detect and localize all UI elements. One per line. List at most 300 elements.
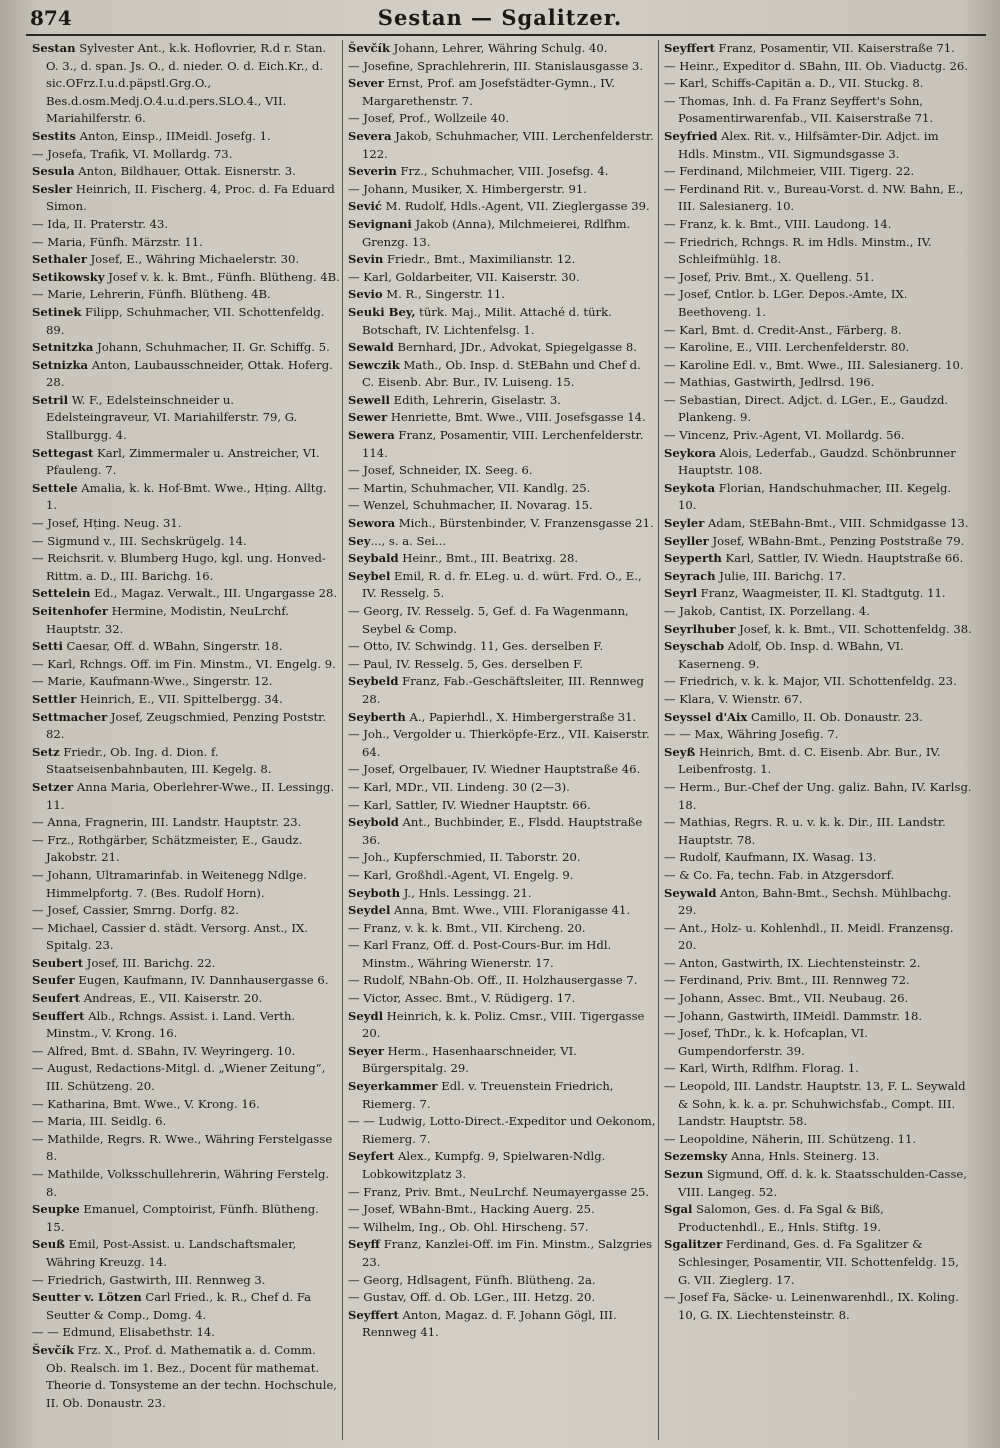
entry-text: Franz, Posamentir, VII. Kaiserstraße 71. [714, 41, 955, 55]
directory-entry [664, 1078, 972, 1131]
entry-name: Seufer [32, 973, 75, 988]
entry-name: Setikowsky [32, 269, 105, 284]
entry-text: — Georg, Hdlsagent, Fünfh. Blütheng. 2a. [348, 1272, 596, 1287]
entry-text: Karl, Zimmermaler u. Anstreicher, VI. Pfauleng. 7. [46, 445, 320, 478]
directory-entry [348, 392, 656, 410]
directory-entry [348, 357, 656, 392]
entry-text: M. R., Singerstr. 11. [382, 287, 505, 302]
entry-text: Andreas, E., VII. Kaiserstr. 20. [80, 991, 263, 1006]
directory-entry [32, 1236, 340, 1271]
directory-entry [348, 1184, 656, 1202]
entry-text: Anton, Bildhauer, Ottak. Eisnerstr. 3. [74, 164, 296, 179]
entry-text: — Victor, Assec. Bmt., V. Rüdigerg. 17. [348, 991, 576, 1006]
directory-entry [348, 902, 656, 920]
directory-entry [664, 339, 972, 357]
entry-text: — Wenzel, Schuhmacher, II. Novarag. 15. [348, 498, 593, 513]
directory-entry [664, 1201, 972, 1236]
directory-entry [664, 1289, 972, 1324]
entry-name: Setzer [32, 779, 74, 794]
entry-text: — Klara, V. Wienstr. 67. [664, 691, 803, 706]
directory-entry [32, 304, 340, 339]
entry-name: Seubert [32, 955, 84, 970]
entry-text: — Martin, Schuhmacher, VII. Kandlg. 25. [348, 480, 591, 495]
directory-entry [664, 849, 972, 867]
directory-entry [664, 1131, 972, 1149]
entry-text: Ernst, Prof. am Josefstädter-Gymn., IV. Margarethenstr. 7. [362, 76, 615, 108]
entry-name: Seyboth [348, 885, 401, 900]
directory-entry [348, 550, 656, 568]
entry-name: Seykora [664, 445, 716, 460]
entry-text: — Karl, Großhdl.-Agent, VI. Engelg. 9. [348, 867, 574, 882]
entry-name: Sethaler [32, 252, 87, 267]
entry-name: Sewora [348, 516, 396, 531]
entry-name: Sezemsky [664, 1149, 728, 1164]
entry-text: — Karoline, E., VIII. Lerchenfelderstr. 80. [664, 340, 910, 355]
entry-text: — Michael, Cassier d. städt. Versorg. Anst., IX. Spitalg. 23. [32, 920, 308, 953]
entry-text: Alex., Kumpfg. 9, Spielwaren-Ndlg. Lobkowitzplatz 3. [362, 1149, 606, 1181]
entry-text: — Josef, Orgelbauer, IV. Wiedner Hauptstraße 46. [348, 762, 641, 777]
entry-text: — Paul, IV. Resselg. 5, Ges. derselben F. [348, 656, 584, 671]
directory-entry [348, 40, 656, 58]
entry-name: Seyrach [664, 568, 716, 583]
entry-name: Sevio [348, 287, 383, 302]
entry-text: Alb., Rchngs. Assist. i. Land. Verth. Minstm., V. Krong. 16. [46, 1008, 296, 1041]
directory-entry [348, 779, 656, 797]
directory-entry [32, 814, 340, 832]
entry-text: — Frz., Rothgärber, Schätzmeister, E., Gaudz. Jakobstr. 21. [32, 832, 303, 865]
directory-entry [32, 1008, 340, 1043]
entry-text: — Mathilde, Regrs. R. Wwe., Währing Ferstelgasse 8. [32, 1131, 333, 1164]
entry-text: Mich., Bürstenbinder, V. Franzensgasse 21. [395, 516, 654, 531]
directory-entry [348, 110, 656, 128]
header-rule [26, 34, 986, 36]
directory-entry [664, 621, 972, 639]
entry-text: Camillo, II. Ob. Donaustr. 23. [747, 709, 923, 724]
directory-entry [348, 726, 656, 761]
entry-name: Severa [348, 128, 392, 143]
directory-entry [32, 673, 340, 691]
directory-entry [664, 216, 972, 234]
entry-text: — Marie, Lehrerin, Fünfh. Blütheng. 4B. [32, 287, 271, 302]
entry-text: — Karl Franz, Off. d. Post-Cours-Bur. im Hdl. Minstm., Währing Wienerstr. 17. [348, 938, 612, 970]
directory-entry [348, 603, 656, 638]
entry-name: Seyß [664, 744, 696, 759]
directory-entry [348, 462, 656, 480]
directory-entry [32, 445, 340, 480]
entry-text: — Heinr., Expeditor d. SBahn, III. Ob. Viaductg. 26. [664, 58, 968, 73]
entry-name: Seyssel d'Aix [664, 709, 748, 724]
directory-entry [664, 181, 972, 216]
entry-name: Seydel [348, 903, 391, 918]
entry-text: Frz. X., Prof. d. Mathematik a. d. Comm. Ob. Realsch. im 1. Bez., Docent für mathemat. Theorie d. Tonsysteme an der techn. Hochschule, II. Ob. Donaustr. 23. [46, 1342, 337, 1410]
entry-text: — Friedrich, Rchngs. R. im Hdls. Minstm., IV. Schleifmühlg. 18. [664, 234, 932, 267]
entry-text: — Friedrich, Gastwirth, III. Rennweg 3. [32, 1272, 266, 1287]
entry-text: M. Rudolf, Hdls.-Agent, VII. Zieglergasse 39. [381, 199, 650, 214]
directory-entry [664, 374, 972, 392]
directory-entry [664, 1060, 972, 1078]
directory-entry [32, 480, 340, 515]
entry-text: Alois, Lederfab., Gaudzd. Schönbrunner Hauptstr. 108. [678, 445, 956, 478]
entry-text: Frz., Schuhmacher, VIII. Josefsg. 4. [396, 164, 609, 179]
entry-text: Filipp, Schuhmacher, VII. Schottenfeldg. 89. [46, 304, 325, 337]
entry-text: Ferdinand, Ges. d. Fa Sgalitzer & Schlesinger, Posamentir, VII. Schottenfeldg. 15, G. VII. Zieglerg. 17. [678, 1237, 959, 1287]
entry-name: Seyperth [664, 551, 722, 566]
directory-entry [348, 409, 656, 427]
entry-text: — Ferdinand, Priv. Bmt., III. Rennweg 72. [664, 973, 910, 988]
entry-text: Johann, Schuhmacher, II. Gr. Schiffg. 5. [93, 340, 330, 355]
directory-entry [32, 1113, 340, 1131]
directory-entry [348, 497, 656, 515]
entry-name: Seyerkammer [348, 1079, 438, 1094]
directory-entry [348, 867, 656, 885]
entry-text: — Karl, Wirth, Rdlfhm. Florag. 1. [664, 1061, 859, 1076]
entry-text: — Josef, Cassier, Smrng. Dorfg. 82. [32, 903, 239, 918]
entry-text: Emanuel, Comptoirist, Fünfh. Blütheng. 15. [46, 1202, 319, 1234]
entry-text: — Georg, IV. Resselg. 5, Gef. d. Fa Wagenmann, Seybel & Comp. [348, 604, 629, 636]
directory-entry [32, 709, 340, 744]
directory-entry [664, 779, 972, 814]
directory-entry [32, 515, 340, 533]
directory-entry [348, 673, 656, 708]
entry-text: — Rudolf, NBahn-Ob. Off., II. Holzhausergasse 7. [348, 973, 638, 988]
entry-text: Anton, Einsp., IIMeidl. Josefg. 1. [75, 128, 271, 143]
entry-text: Jakob (Anna), Milchmeierei, Rdlfhm. Grenzg. 13. [362, 216, 631, 249]
entry-text: Josef, k. k. Bmt., VII. Schottenfeldg. 38. [735, 621, 972, 636]
entry-text: Anton, Magaz. d. F. Johann Gögl, III. Rennweg 41. [362, 1307, 617, 1340]
entry-name: Seyrlhuber [664, 621, 736, 636]
entry-name: Seykota [664, 480, 716, 495]
entry-name: Seupke [32, 1202, 80, 1217]
entry-name: Seydl [348, 1008, 383, 1023]
entry-text: — Josefine, Sprachlehrerin, III. Stanislausgasse 3. [348, 58, 644, 73]
directory-entry [348, 972, 656, 990]
entry-name: Setril [32, 392, 69, 407]
directory-entry [664, 58, 972, 76]
entry-name: Seybeld [348, 674, 399, 689]
page-header [0, 4, 1000, 34]
entry-text: Heinrich, Bmt. d. C. Eisenb. Abr. Bur., IV. Leibenfrostg. 1. [678, 744, 941, 777]
entry-text: Adam, StEBahn-Bmt., VIII. Schmidgasse 13. [704, 516, 969, 531]
directory-entry [664, 357, 972, 375]
directory-entry [664, 1166, 972, 1201]
entry-text: — Leopold, III. Landstr. Hauptstr. 13, F. L. Seywald & Sohn, k. k. a. pr. Schuhwichsfab., Compt. III. Landstr. Hauptstr. 58. [664, 1079, 966, 1129]
directory-entry [348, 181, 656, 199]
entry-text: — Johann, Ultramarinfab. in Weitenegg Ndlge. Himmelpfortg. 7. (Bes. Rudolf Horn). [32, 867, 307, 900]
entry-text: — Josef, Priv. Bmt., X. Quelleng. 51. [664, 269, 875, 284]
entry-name: Settelein [32, 586, 91, 601]
entry-text: — Karl, Schiffs-Capitän a. D., VII. Stuckg. 8. [664, 76, 924, 91]
entry-name: Sesula [32, 164, 75, 179]
entry-text: Anna, Hnls. Steinerg. 13. [727, 1149, 880, 1164]
directory-entry [348, 638, 656, 656]
directory-entry [348, 920, 656, 938]
entry-name: Sesler [32, 181, 73, 196]
entry-name: Sever [348, 76, 384, 91]
entry-name: Seybold [348, 815, 399, 830]
entry-text: Karl, Sattler, IV. Wiedn. Hauptstraße 66. [721, 551, 964, 566]
entry-text: — Sigmund v., III. Sechskrügelg. 14. [32, 533, 247, 548]
directory-entry [664, 726, 972, 744]
directory-entry [32, 585, 340, 603]
directory-entry [348, 339, 656, 357]
directory-entry [32, 163, 340, 181]
entry-text: Franz, Waagmeister, II. Kl. Stadtgutg. 11. [697, 586, 946, 601]
directory-entry [32, 1201, 340, 1236]
directory-entry [32, 1096, 340, 1114]
entry-text: Josef, WBahn-Bmt., Penzing Poststraße 79. [708, 533, 965, 548]
directory-entry [348, 885, 656, 903]
directory-entry [32, 550, 340, 585]
directory-entry [348, 198, 656, 216]
entry-text: — August, Redactions-Mitgl. d. „Wiener Zeitung“, III. Schützeng. 20. [32, 1061, 326, 1094]
entry-name: Seyfert [348, 1149, 395, 1164]
entry-text: Heinrich, II. Fischerg. 4, Proc. d. Fa Eduard Simon. [46, 181, 335, 214]
directory-entry [348, 1078, 656, 1113]
entry-name: Sey [348, 533, 371, 548]
entry-text: — & Co. Fa, techn. Fab. in Atzgersdorf. [664, 867, 895, 882]
entry-name: Setti [32, 639, 63, 654]
directory-entry [32, 1043, 340, 1061]
entry-name: Setz [32, 744, 60, 759]
directory-entry [348, 480, 656, 498]
entry-text: Ant., Buchbinder, E., Flsdd. Hauptstraße 36. [362, 815, 643, 847]
directory-entry [664, 427, 972, 445]
directory-entry [32, 691, 340, 709]
directory-entry [348, 427, 656, 462]
entry-name: Sestits [32, 128, 76, 143]
directory-entry [664, 445, 972, 480]
directory-entry [348, 1008, 656, 1043]
entry-name: Sewer [348, 410, 388, 425]
directory-entry [348, 656, 656, 674]
entry-text: Anton, Bahn-Bmt., Sechsh. Mühlbachg. 29. [678, 885, 952, 918]
entry-name: Seyrl [664, 586, 697, 601]
entry-name: Ševčík [348, 41, 390, 55]
entry-text: — Josef, Schneider, IX. Seeg. 6. [348, 463, 533, 478]
entry-name: Sestan [32, 41, 76, 55]
entry-text: — Maria, III. Seidlg. 6. [32, 1114, 167, 1129]
directory-entry [348, 216, 656, 251]
entry-text: — Karl, Sattler, IV. Wiedner Hauptstr. 66. [348, 797, 591, 812]
directory-entry [348, 568, 656, 603]
entry-text: — Anton, Gastwirth, IX. Liechtensteinstr. 2. [664, 955, 921, 970]
directory-entry [32, 269, 340, 287]
entry-name: Seyffert [664, 41, 715, 55]
entry-name: Seutter v. Lötzen [32, 1290, 142, 1305]
entry-name: Seyller [664, 533, 709, 548]
entry-name: Sevignani [348, 216, 412, 231]
entry-text: — — Ludwig, Lotto-Direct.-Expeditor und Oekonom, Riemerg. 7. [348, 1114, 656, 1146]
directory-entry [348, 75, 656, 110]
directory-entry [32, 902, 340, 920]
entry-text: Heinrich, E., VII. Spittelbergg. 34. [76, 691, 283, 706]
entry-text: — Anna, Fragnerin, III. Landstr. Hauptstr. 23. [32, 815, 302, 830]
directory-entry [664, 163, 972, 181]
entry-text: — Josef, ThDr., k. k. Hofcaplan, VI. Gumpendorferstr. 39. [664, 1026, 868, 1058]
entry-text: türk. Maj., Milit. Attaché d. türk. Botschaft, IV. Lichtenfelsg. 1. [362, 304, 612, 337]
entry-text: — — Edmund, Elisabethstr. 14. [32, 1325, 215, 1340]
entry-text: Adolf, Ob. Insp. d. WBahn, VI. Kaserneng. 9. [678, 639, 904, 671]
entry-text: — Rudolf, Kaufmann, IX. Wasag. 13. [664, 850, 877, 865]
entry-text: Emil, Post-Assist. u. Landschaftsmaler, Währing Kreuzg. 14. [46, 1237, 297, 1269]
directory-entry [664, 40, 972, 58]
page-number: 874 [30, 6, 72, 30]
entry-name: Ševčík [32, 1342, 74, 1357]
entry-text: — Josef, Hțing. Neug. 31. [32, 516, 182, 531]
entry-text: Julie, III. Barichg. 17. [715, 568, 847, 583]
entry-text: — Thomas, Inh. d. Fa Franz Seyffert's Sohn, Posamentirwarenfab., VII. Kaiserstraße 71. [664, 93, 934, 126]
entry-text: Alex. Rit. v., Hilfsämter-Dir. Adjct. im Hdls. Minstm., VII. Sigmundsgasse 3. [678, 128, 939, 161]
directory-entry [348, 1201, 656, 1219]
directory-entry [348, 269, 656, 287]
entry-text: — Leopoldine, Näherin, III. Schützeng. 11. [664, 1131, 917, 1146]
directory-entry [348, 797, 656, 815]
entry-text: J., Hnls. Lessingg. 21. [400, 885, 532, 900]
entry-text: Friedr., Bmt., Maximilianstr. 12. [383, 252, 576, 267]
entry-name: Sewald [348, 340, 394, 355]
directory-entry [664, 638, 972, 673]
entry-text: — Vincenz, Priv.-Agent, VI. Mollardg. 56. [664, 428, 905, 443]
column-3 [664, 40, 972, 1440]
directory-entry [664, 568, 972, 586]
entry-name: Seuffert [32, 1008, 85, 1023]
directory-entry [32, 832, 340, 867]
entry-name: Seyler [664, 516, 705, 531]
directory-entry [348, 128, 656, 163]
directory-entry [664, 1025, 972, 1060]
directory-entry [348, 849, 656, 867]
directory-entry [32, 339, 340, 357]
directory-entry [664, 93, 972, 128]
entry-text: Anton, Laubausschneider, Ottak. Hoferg. 28. [46, 357, 333, 390]
entry-name: Seyff [348, 1237, 381, 1252]
entry-name: Seyberth [348, 709, 406, 724]
directory-entry [32, 1289, 340, 1324]
directory-entry [348, 1272, 656, 1290]
directory-entry [664, 550, 972, 568]
directory-entry [348, 990, 656, 1008]
entry-name: Seywald [664, 885, 717, 900]
entry-text: — Franz, k. k. Bmt., VIII. Laudong. 14. [664, 216, 892, 231]
directory-entry [664, 392, 972, 427]
entry-name: Sewell [348, 392, 390, 407]
directory-entry [664, 585, 972, 603]
entry-text: Sylvester Ant., k.k. Hoflovrier, R.d r. Stan. O. 3., d. span. Js. O., d. nieder. O. d. Eich.Kr., d. sic.OFrz.I.u.d.päpstl.Grg.O., Bes.d.osm.Medj.O.4.u.d.pers.SLO.4., VII. Mariahilferstr. 6. [46, 41, 327, 126]
entry-text: Edl. v. Treuenstein Friedrich, Riemerg. 7. [362, 1079, 614, 1111]
directory-entry [348, 515, 656, 533]
entry-name: Seufert [32, 991, 81, 1006]
entry-name: Settegast [32, 445, 94, 460]
directory-entry [32, 867, 340, 902]
column-1 [32, 40, 340, 1440]
entry-name: Sezun [664, 1167, 704, 1181]
entry-text: — Otto, IV. Schwindg. 11, Ges. derselben F. [348, 639, 604, 654]
directory-entry [664, 744, 972, 779]
entry-text: Anna, Bmt. Wwe., VIII. Floranigasse 41. [390, 903, 631, 918]
directory-entry [348, 709, 656, 727]
entry-text: — Wilhelm, Ing., Ob. Ohl. Hirscheng. 57. [348, 1219, 589, 1234]
directory-entry [32, 40, 340, 128]
entry-text: — Joh., Kupferschmied, II. Taborstr. 20. [348, 850, 581, 865]
directory-entry [32, 234, 340, 252]
directory-entry [664, 920, 972, 955]
entry-text: — Josef, WBahn-Bmt., Hacking Auerg. 25. [348, 1202, 595, 1217]
entry-text: — Karl, MDr., VII. Lindeng. 30 (2—3). [348, 779, 570, 794]
directory-entry [348, 1113, 656, 1148]
entry-text: — Ida, II. Praterstr. 43. [32, 216, 169, 231]
entry-text: A., Papierhdl., X. Himbergerstraße 31. [405, 709, 637, 724]
directory-entry [32, 357, 340, 392]
entry-text: — Maria, Fünfh. Märzstr. 11. [32, 234, 203, 249]
entry-text: Franz, Kanzlei-Off. im Fin. Minstm., Salzgries 23. [362, 1237, 653, 1269]
entry-text: — Josefa, Trafik, VI. Mollardg. 73. [32, 146, 233, 161]
directory-entry [32, 920, 340, 955]
entry-text: — Karl, Rchngs. Off. im Fin. Minstm., VI. Engelg. 9. [32, 656, 336, 671]
entry-text: — Karl, Bmt. d. Credit-Anst., Färberg. 8. [664, 322, 902, 337]
entry-name: Setinek [32, 304, 82, 319]
entry-text: — Marie, Kaufmann-Wwe., Singerstr. 12. [32, 674, 273, 689]
directory-entry [348, 1289, 656, 1307]
directory-entry [664, 867, 972, 885]
directory-entry [32, 972, 340, 990]
entry-text: — Joh., Vergolder u. Thierköpfe-Erz., VII. Kaiserstr. 64. [348, 727, 650, 759]
directory-entry [664, 814, 972, 849]
column-2 [348, 40, 656, 1440]
entry-name: Sgalitzer [664, 1237, 723, 1252]
entry-text: — Josef, Cntlor. b. LGer. Depos.-Amte, IX. Beethoveng. 1. [664, 287, 908, 319]
directory-entry [32, 1324, 340, 1342]
entry-text: Ed., Magaz. Verwalt., III. Ungargasse 28. [90, 586, 338, 601]
entry-text: — Sebastian, Direct. Adjct. d. LGer., E., Gaudzd. Plankeng. 9. [664, 392, 949, 425]
entry-name: Setnitzka [32, 340, 94, 355]
directory-entry [664, 1236, 972, 1289]
directory-entry [32, 286, 340, 304]
directory-entry [664, 480, 972, 515]
entry-text: — Karoline Edl. v., Bmt. Wwe., III. Salesianerg. 10. [664, 357, 964, 372]
entry-text: — Herm., Bur.-Chef der Ung. galiz. Bahn, IV. Karlsg. 18. [664, 779, 972, 812]
entry-text: — Franz, Priv. Bmt., NeuLrchf. Neumayergasse 25. [348, 1184, 650, 1199]
entry-name: Seuki Bey, [348, 304, 416, 319]
entry-text: Josef v. k. k. Bmt., Fünfh. Blütheng. 4B. [104, 269, 340, 284]
directory-entry [348, 58, 656, 76]
entry-text: — Mathias, Gastwirth, Jedlrsd. 196. [664, 375, 875, 390]
entry-text: Friedr., Ob. Ing. d. Dion. f. Staatseisenbahnbauten, III. Kegelg. 8. [46, 744, 272, 777]
directory-entry [664, 603, 972, 621]
directory-entry [348, 814, 656, 849]
entry-text: ..., s. a. Sei... [370, 533, 447, 548]
entry-name: Seybald [348, 551, 399, 566]
directory-entry [348, 1307, 656, 1342]
entry-name: Settmacher [32, 709, 108, 724]
entry-name: Settele [32, 480, 78, 495]
directory-entry [664, 1148, 972, 1166]
entry-text: — Mathias, Regrs. R. u. v. k. k. Dir., III. Landstr. Hauptstr. 78. [664, 815, 946, 847]
entry-text: Eugen, Kaufmann, IV. Dannhausergasse 6. [74, 973, 329, 988]
entry-text: Herm., Hasenhaarschneider, VI. Bürgerspitalg. 29. [362, 1043, 577, 1076]
directory-entry [32, 1272, 340, 1290]
entry-text: — Karl, Goldarbeiter, VII. Kaiserstr. 30. [348, 269, 580, 284]
directory-entry [348, 286, 656, 304]
entry-text: — Josef Fa, Säcke- u. Leinenwarenhdl., IX. Koling. 10, G. IX. Liechtensteinstr. 8. [664, 1290, 959, 1322]
directory-entry [32, 656, 340, 674]
column-divider [342, 40, 343, 1440]
entry-text: Sigmund, Off. d. k. k. Staatsschulden-Casse, VIII. Langeg. 52. [678, 1167, 967, 1199]
entry-text: Henriette, Bmt. Wwe., VIII. Josefsgasse 14. [387, 410, 646, 425]
entry-text: Johann, Lehrer, Währing Schulg. 40. [389, 41, 608, 55]
entry-text: — Katharina, Bmt. Wwe., V. Krong. 16. [32, 1096, 260, 1111]
entry-text: Josef, E., Währing Michaelerstr. 30. [86, 252, 300, 267]
directory-entry [664, 128, 972, 163]
